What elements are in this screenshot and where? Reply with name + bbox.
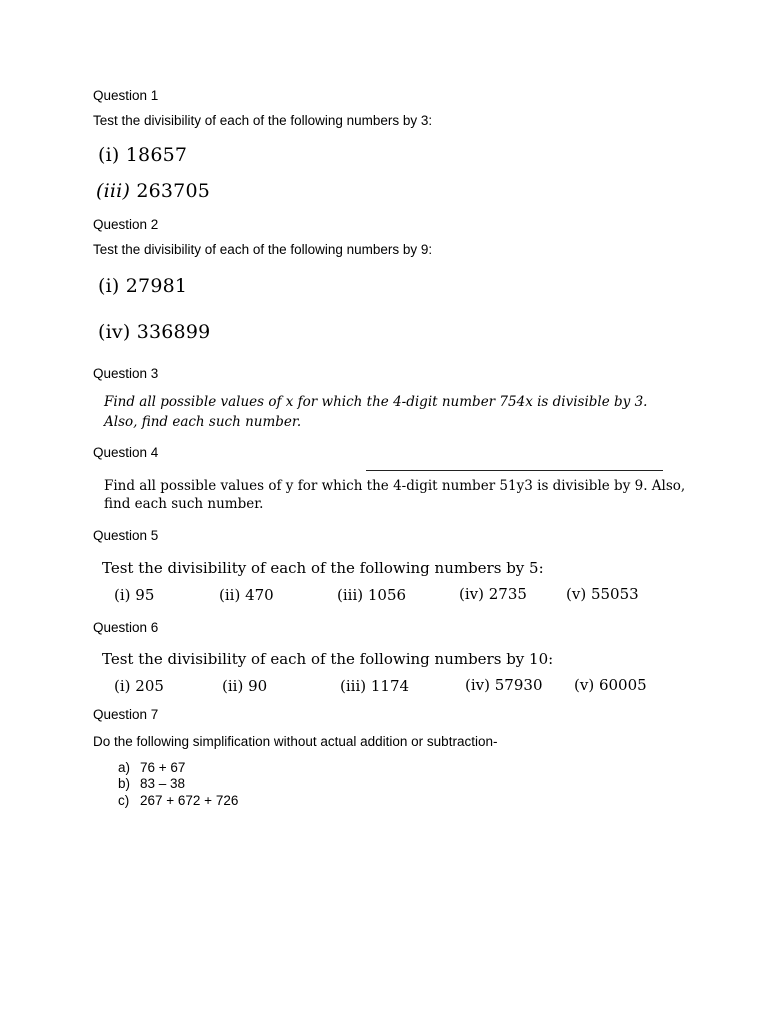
question-7-item-a [118, 760, 185, 775]
item-label: (ii) [219, 586, 241, 604]
question-2-prompt: Test the divisibility of each of the following numbers by 9: [93, 242, 433, 257]
item-label: b) [118, 776, 131, 791]
item-label: (iv) [98, 321, 131, 343]
question-5-item-i [114, 586, 154, 604]
item-label: a) [118, 760, 131, 775]
question-6-prompt: Test the divisibility of each of the following numbers by 10: [102, 650, 554, 668]
question-4-line-1: Find all possible values of y for which the 4-digit number 51y3 is divisible by 9. Also, [104, 478, 686, 494]
question-3-line-1: Find all possible values of x for which the 4-digit number 754x is divisible by 3. [104, 394, 648, 410]
question-6-item-ii [222, 677, 267, 695]
question-6-heading: Question 6 [93, 620, 159, 635]
item-label: (i) [98, 275, 120, 297]
question-5-item-iii [337, 586, 406, 604]
item-value: 1056 [367, 586, 407, 604]
question-1-item-i [98, 144, 187, 166]
item-label: (i) [98, 144, 120, 166]
item-label: (i) [114, 677, 131, 695]
item-value: 336899 [136, 321, 211, 343]
question-6-item-iv [465, 676, 542, 694]
question-2-item-i [98, 275, 187, 297]
question-6-item-i [114, 677, 164, 695]
question-6-item-iii [340, 677, 409, 695]
item-value: 90 [248, 677, 268, 695]
item-label: (v) [566, 585, 587, 603]
item-value: 60005 [598, 676, 647, 694]
question-7-item-b [118, 776, 185, 791]
item-label: (ii) [222, 677, 244, 695]
question-1-prompt: Test the divisibility of each of the following numbers by 3: [93, 113, 433, 128]
question-2-item-iv [98, 321, 210, 343]
item-label: (v) [574, 676, 595, 694]
question-1-item-iii [96, 180, 210, 202]
question-2-heading: Question 2 [93, 217, 159, 232]
question-5-item-v [566, 585, 639, 603]
item-label: (iii) [340, 677, 367, 695]
item-value: 1174 [370, 677, 410, 695]
item-value: 55053 [590, 585, 639, 603]
item-value: 205 [135, 677, 164, 695]
item-value: 57930 [494, 676, 543, 694]
question-5-item-ii [219, 586, 274, 604]
item-label: (iii) [337, 586, 364, 604]
question-6-item-v [574, 676, 647, 694]
item-value: 470 [245, 586, 274, 604]
item-label: (iv) [459, 585, 484, 603]
item-value: 2735 [488, 585, 527, 603]
question-5-prompt: Test the divisibility of each of the following numbers by 5: [102, 559, 544, 577]
item-label: (iii) [96, 180, 131, 202]
item-label: (i) [114, 586, 131, 604]
item-value: 18657 [125, 144, 188, 166]
question-3-heading: Question 3 [93, 366, 159, 381]
question-7-heading: Question 7 [93, 707, 159, 722]
item-value: 76 + 67 [140, 760, 186, 775]
item-value: 267 + 672 + 726 [140, 793, 239, 808]
question-1-heading: Question 1 [93, 88, 159, 103]
question-5-item-iv [459, 585, 527, 603]
question-4-line-2: find each such number. [104, 496, 264, 512]
question-7-prompt: Do the following simplification without actual addition or subtraction- [93, 734, 498, 749]
item-label: (iv) [465, 676, 490, 694]
horizontal-rule [366, 470, 663, 471]
question-7-item-c [118, 793, 238, 808]
item-value: 95 [135, 586, 155, 604]
item-value: 27981 [125, 275, 188, 297]
item-label: c) [118, 793, 130, 808]
question-5-heading: Question 5 [93, 528, 159, 543]
item-value: 263705 [136, 180, 211, 202]
question-4-heading: Question 4 [93, 445, 159, 460]
question-3-line-2: Also, find each such number. [104, 414, 302, 430]
item-value: 83 – 38 [140, 776, 186, 791]
